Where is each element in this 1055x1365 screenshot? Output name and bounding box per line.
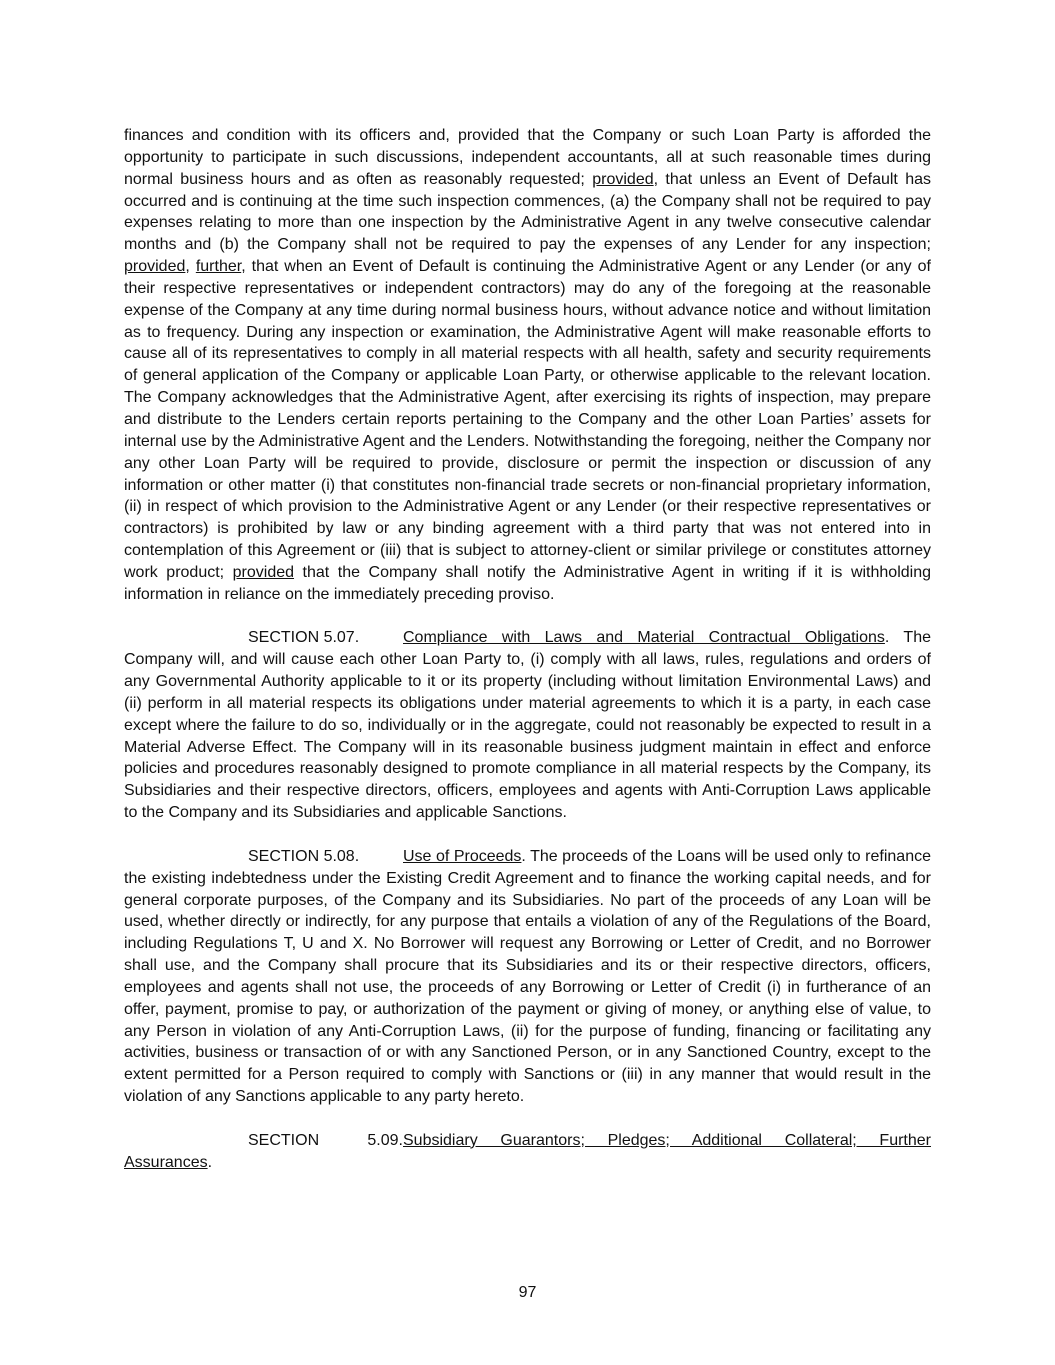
section-label: SECTION 5.09. xyxy=(248,1131,403,1149)
text: , that unless an Event of Default has occurred and is continuing at the time such inspection commences, (a) the Company shall not be required to pay expenses relating to more than one inspection by the Administrative Agent in any twelve consecutive calendar months and (b) the Company shall not be required to pay the expenses of any Lender for any inspection; xyxy=(124,170,932,254)
document-body xyxy=(124,125,931,1195)
section-heading-line-2 xyxy=(124,1152,931,1174)
text: that the Company shall notify the Administrative Agent in writing if it is withholding information in reliance on the immediately preceding proviso. xyxy=(124,563,932,603)
section-5-07 xyxy=(124,627,931,824)
further-term: further xyxy=(195,258,242,276)
section-body: . The Company will, and will cause each other Loan Party to, (i) comply with all laws, rules, regulations and orders of any Governmental Authority applicable to it or its property (including without limitation Environmental Laws) and (ii) perform in all material respects its obligations under material agreements to which it is a party, in each case except where the failure to do so, individually or in the aggregate, could not reasonably be expected to result in a Material Adverse Effect. The Company will in its reasonable business judgment maintain in effect and enforce policies and procedures reasonably designed to promote compliance in all material respects by the Company, its Subsidiaries and their respective directors, officers, employees and agents with Anti-Corruption Laws applicable to the Company and its Subsidiaries and applicable Sanctions. xyxy=(124,629,932,822)
provided-term: provided xyxy=(124,258,186,276)
section-title: Use of Proceeds xyxy=(403,847,522,865)
text: finances and condition with its officers and, provided that the Company or such Loan Party is afforded the opportunity to participate in such discussions, independent accountants, all at such reasonable times during normal business hours and as often as reasonably requested; xyxy=(124,127,931,188)
provided-term: provided xyxy=(232,563,295,581)
section-title-continued: Assurances xyxy=(124,1153,208,1171)
text: , xyxy=(185,258,196,276)
period: . xyxy=(207,1153,213,1171)
section-title: Compliance with Laws and Material Contractual Obligations xyxy=(403,629,885,647)
section-body: . The proceeds of the Loans will be used only to refinance the existing indebtedness under the Existing Credit Agreement and to finance the working capital needs, and for general corporate purposes, of the Company and its Subsidiaries. No part of the proceeds of any Loan will be used, whether directly or indirectly, for any purpose that entails a violation of any of the Regulations of the Board, including Regulations T, U and X. No Borrower will request any Borrowing or Letter of Credit, and no Borrower shall use, and the Company shall procure that its Subsidiaries and its or their respective directors, officers, employees and agents shall not use, the proceeds of any Borrowing or Letter of Credit (i) in furtherance of an offer, payment, promise to pay, or authorization of the payment or giving of money, or anything else of value, to any Person in violation of any Anti-Corruption Laws, (ii) for the purpose of funding, financing or facilitating any activities, business or transaction of or with any Sanctioned Person, or in any Sanctioned Country, except to the extent permitted for a Person required to comply with Sanctions or (iii) in any manner that would result in the violation of any Sanctions applicable to any party hereto. xyxy=(124,847,932,1106)
section-label: SECTION 5.08. xyxy=(248,847,360,865)
provided-term: provided xyxy=(592,170,654,188)
section-label: SECTION 5.07. xyxy=(248,629,360,647)
paragraph-inspection-rights xyxy=(124,125,931,606)
indent xyxy=(124,1130,248,1152)
section-title: Subsidiary Guarantors; Pledges; Additional Collateral; Further xyxy=(403,1131,931,1149)
page-number: 97 xyxy=(518,1284,537,1301)
section-5-09 xyxy=(124,1130,931,1174)
text: , that when an Event of Default is continuing the Administrative Agent or any Lender (or any of their respective representatives or independent contractors) may do any of the foregoing at the reasonable expense of the Company at any time during normal business hours, without advance notice and without limitation as to frequency. During any inspection or examination, the Administrative Agent will make reasonable efforts to cause all of its representatives to comply in all material respects with all health, safety and security requirements of general application of the Company or applicable Loan Party, or otherwise applicable to the relevant location. The Company acknowledges that the Administrative Agent, after exercising its rights of inspection, may prepare and distribute to the Lenders certain reports pertaining to the Company and the other Loan Parties’ assets for internal use by the Administrative Agent and the Lenders. Notwithstanding the foregoing, neither the Company nor any other Loan Party will be required to provide, disclosure or permit the inspection or discussion of any information or other matter (i) that constitutes non-financial trade secrets or non-financial proprietary information, (ii) in respect of which provision to the Administrative Agent or any Lender (or their respective representatives or contractors) is prohibited by law or any binding agreement with a third party that was not entered into in contemplation of this Agreement or (iii) that is subject to attorney-client or similar privilege or constitutes attorney work product; xyxy=(124,258,932,581)
section-heading-line xyxy=(124,1130,931,1152)
section-5-08 xyxy=(124,846,931,1108)
